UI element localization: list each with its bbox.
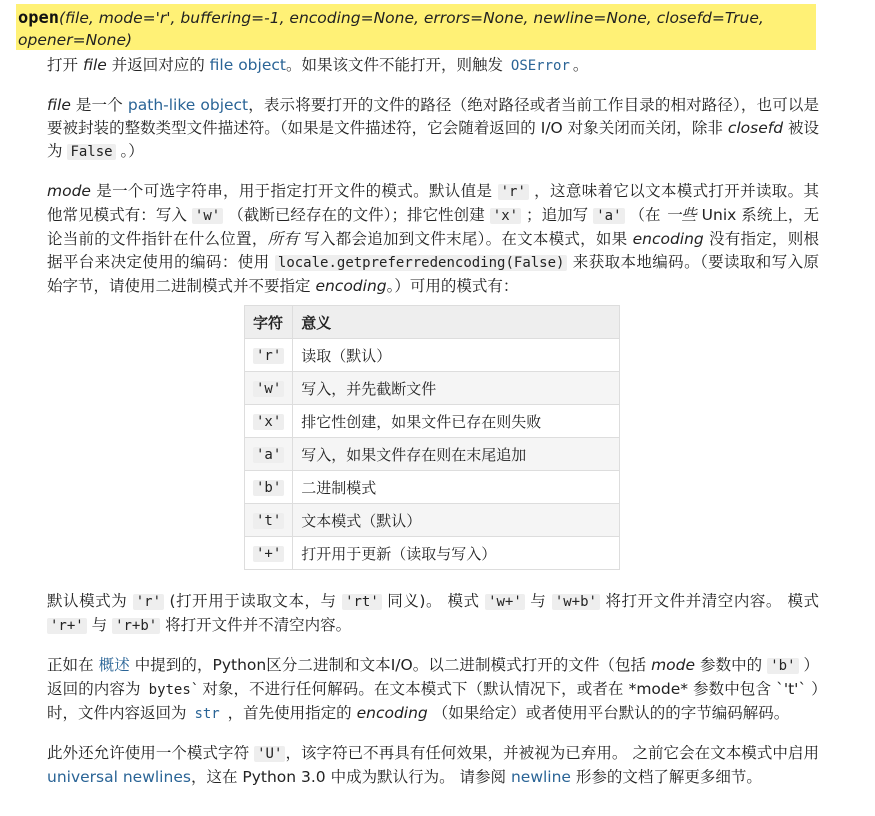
paragraph-u-mode: 此外还允许使用一个模式字符 'U' ，该字符已不再具有任何效果，并被视为已弃用。 之前它会在文本模式中启用 universal newlines，这在 Python 3.0 中成为默认行为。 请参阅 newline 形参的文档了解更多细节。 [47, 744, 819, 786]
mode-meaning: 打开用于更新（读取与写入） [293, 537, 620, 570]
function-name: open [18, 8, 59, 28]
table-row [245, 339, 620, 372]
mode-meaning: 二进制模式 [293, 471, 620, 504]
paragraph-file: file 是一个 path-like object，表示将要打开的文件的路径（绝对路径或者当前工作目录的相对路径），也可以是要被封装的整数类型文件描述符。（如果是文件描述符，它会随着返回的 I/O 对象关闭而关闭，除非 closefd 被设为 False 。） [47, 96, 819, 160]
paragraph-mode: mode 是一个可选字符串，用于指定打开文件的模式。默认值是 'r' ，这意味着它以文本模式打开并读取。其他常见模式有：写入 'w' （截断已经存在的文件）；排它性创建 'x' ；追加写 'a' （在 一些 Unix 系统上，无论当前的文件指针在什么位置，所有 写入都会追加到文件末尾）。在文本模式，如果 encoding 没有指定，则根据平台来决定使用的编码：使用 locale.getpreferredencoding(False) 来获取本地编码。（要读取和写入原始字节，请使用二进制模式并不要指定 encoding。）可用的模式有： [47, 182, 819, 295]
paragraph-default-mode: 默认模式为 'r' (打开用于读取文本，与 'rt' 同义)。 模式 'w+' 与 'w+b' 将打开文件并清空内容。 模式 'r+' 与 'r+b' 将打开文件并不清空内容。 [47, 592, 820, 634]
table-header-char: 字符 [245, 306, 293, 339]
table-row [245, 438, 620, 471]
mode-char: 'a' [253, 447, 284, 463]
mode-meaning: 读取（默认） [293, 339, 620, 372]
mode-char: 't' [253, 513, 284, 529]
mode-char: 'w' [253, 381, 284, 397]
mode-meaning: 写入，并先截断文件 [293, 372, 620, 405]
table-row [245, 405, 620, 438]
table-row [245, 537, 620, 570]
overview-link[interactable]: 概述 [98, 656, 130, 674]
description-bottom [47, 590, 819, 789]
newline-link[interactable]: newline [510, 768, 571, 786]
mode-meaning: 写入，如果文件存在则在末尾追加 [293, 438, 620, 471]
mode-meaning: 文本模式（默认） [293, 504, 620, 537]
mode-char: 'x' [253, 414, 284, 430]
paragraph-binary-text: 正如在 概述 中提到的，Python区分二进制和文本I/O。以二进制模式打开的文件（包括 mode 参数中的 'b' ）返回的内容为 bytes` 对象，不进行任何解码。在文本模式下（默认情况下，或者在 *mode* 参数中包含 `'t'` ）时，文件内容返回为 str ，首先使用指定的 encoding （如果给定）或者使用平台默认的的字节编码解码。 [47, 656, 819, 722]
description-top [47, 54, 819, 298]
mode-char: 'b' [253, 480, 284, 496]
path-like-object-link[interactable]: path-like object [127, 96, 249, 114]
mode-meaning: 排它性创建，如果文件已存在则失败 [293, 405, 620, 438]
function-params: (file, mode='r', buffering=-1, encoding=None, errors=None, newline=None, closefd=True, [58, 9, 764, 27]
file-object-link[interactable]: file object [209, 56, 286, 74]
function-signature [16, 4, 816, 50]
mode-char: '+' [253, 546, 284, 562]
table-row [245, 372, 620, 405]
oserror-link[interactable]: OSError [510, 58, 570, 74]
modes-table [244, 305, 620, 570]
function-params-continued: opener=None) [18, 31, 133, 49]
table-row [245, 504, 620, 537]
table-row [245, 471, 620, 504]
paragraph-intro: 打开 file 并返回对应的 file object。如果该文件不能打开，则触发 OSError 。 [47, 56, 589, 74]
str-link[interactable]: str [194, 706, 220, 722]
mode-char: 'r' [253, 348, 284, 364]
table-header-row [245, 306, 620, 339]
table-header-meaning: 意义 [293, 306, 620, 339]
universal-newlines-link[interactable]: universal newlines [47, 768, 191, 786]
